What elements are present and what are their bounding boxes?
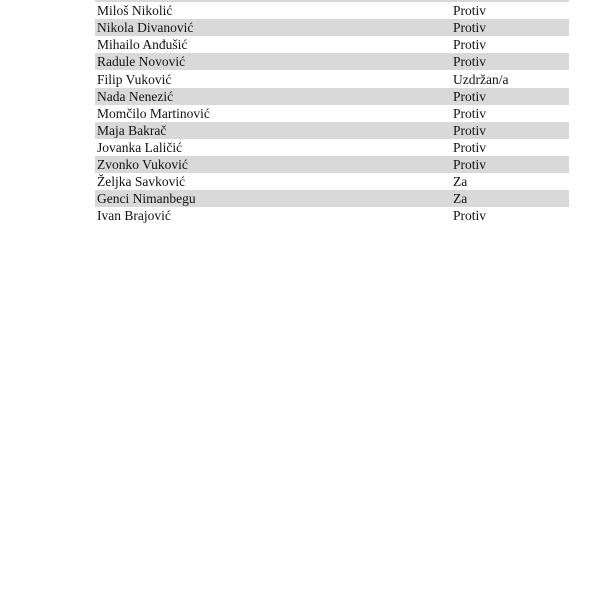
vote-value: Za [451, 190, 569, 207]
vote-value: Protiv [451, 53, 569, 70]
member-name: Genci Nimanbegu [95, 190, 451, 207]
member-name: Željka Savković [97, 174, 186, 190]
table-row [95, 36, 569, 53]
vote-value: Uzdržan/a [453, 71, 509, 87]
table-row [95, 156, 569, 173]
vote-value: Protiv [451, 156, 569, 173]
vote-value: Za [453, 174, 468, 190]
member-name: Maja Bakrač [95, 122, 451, 139]
vote-results-table [95, 0, 569, 224]
member-name: Miloš Nikolić [97, 3, 173, 19]
table-row [95, 70, 569, 87]
vote-value: Protiv [453, 3, 487, 19]
member-name: Mihailo Anđušić [97, 37, 188, 53]
vote-value: Protiv [453, 208, 487, 224]
table-row [95, 173, 569, 190]
table-row [95, 19, 569, 36]
table-row [95, 105, 569, 122]
table-row [95, 190, 569, 207]
table-row [95, 139, 569, 156]
member-name: Ivan Brajović [97, 208, 171, 224]
vote-value: Protiv [451, 19, 569, 36]
member-name: Zvonko Vuković [95, 156, 451, 173]
member-name: Nada Nenezić [95, 88, 451, 105]
member-name: Radule Novović [95, 53, 451, 70]
table-row [95, 2, 569, 19]
table-row [95, 207, 569, 224]
vote-value: Protiv [453, 139, 487, 155]
member-name: Filip Vuković [97, 71, 172, 87]
vote-value: Protiv [453, 105, 487, 121]
table-row [95, 88, 569, 105]
table-row [95, 122, 569, 139]
vote-value: Protiv [451, 88, 569, 105]
member-name: Jovanka Laličić [97, 139, 183, 155]
member-name: Nikola Divanović [95, 19, 451, 36]
member-name: Momčilo Martinović [97, 105, 210, 121]
table-row [95, 53, 569, 70]
vote-value: Protiv [453, 37, 487, 53]
vote-value: Protiv [451, 122, 569, 139]
